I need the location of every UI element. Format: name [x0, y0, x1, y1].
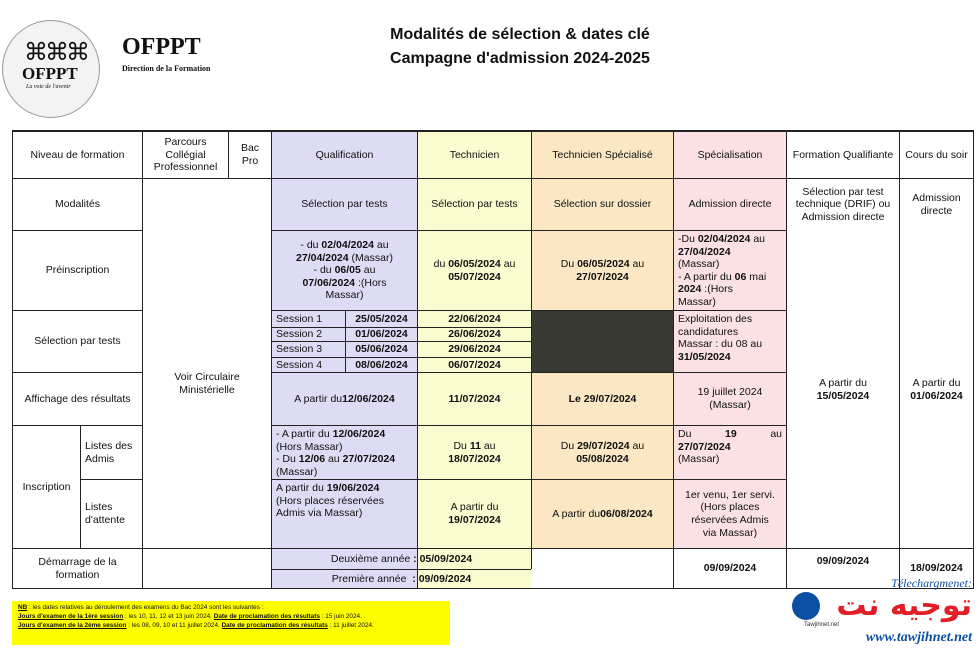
affichage-qualification: A partir du 12/06/2024	[294, 392, 395, 405]
brand-subtitle: Direction de la Formation	[122, 64, 211, 73]
header-bacpro: Bac Pro	[240, 142, 260, 167]
preinscription-technicien: du 06/05/2024 au 05/07/2024	[433, 257, 516, 283]
row-label-inscription: Inscription	[22, 480, 71, 493]
bac-exam-note: NB : les dates relatives au déroulement des examens du Bac 2024 sont les suivantes : Jours d'examen de la 1ère session : les 10, 11, 12 et 13 juin 2024. Date de proclamation des résultats : 15 juin 2024. Jours d'examen de la 2ème session : les 08, 09, 10 et 11 juillet 2024. Date de proclamation des résultats : 11 juillet 2024.	[12, 601, 450, 645]
header-technicien: Technicien	[449, 148, 500, 161]
session-dark-block	[532, 311, 673, 372]
watermark-arabic: توجيه نت	[836, 588, 972, 623]
header-qualification: Qualification	[315, 148, 374, 161]
affichage-technicien: 11/07/2024	[448, 392, 501, 405]
selection-specialisation: Exploitation des candidatures Massar : du 08 au 31/05/2024	[678, 313, 763, 363]
session-4-label: Session 4	[276, 358, 323, 371]
modalites-cours-soir: Admission directe	[912, 191, 961, 217]
header-formation-qualifiante: Formation Qualifiante	[792, 148, 894, 161]
session-2-qualification: 01/06/2024	[355, 328, 408, 341]
session-2-technicien: 26/06/2024	[448, 328, 501, 341]
preinscription-specialise: Du 06/05/2024 au 27/07/2024	[560, 257, 645, 283]
watermark-globe-icon	[792, 592, 820, 620]
demarrage-premiere-annee: Première année : 09/09/2024	[331, 572, 472, 585]
modalites-formation-qualifiante: Sélection par test technique (DRIF) ou Admission directe	[795, 185, 891, 223]
row-label-affichage: Affichage des résultats	[24, 392, 131, 405]
ofppt-knot-icon: ⌘⌘⌘	[24, 38, 87, 66]
page-title: Modalités de sélection & dates clé	[390, 26, 650, 43]
header-cours-soir: Cours du soir	[905, 148, 968, 161]
session-3-technicien: 29/06/2024	[448, 343, 501, 356]
demarrage-cours-soir: 18/09/2024	[910, 562, 963, 575]
watermark-url: www.tawjihnet.net	[865, 630, 972, 645]
logo-tagline: La voie de l'avenir	[26, 84, 71, 90]
session-1-technicien: 22/06/2024	[448, 312, 501, 325]
admis-technicien: Du 11 au 18/07/2024	[448, 439, 501, 465]
modalites-technicien: Sélection par tests	[431, 198, 518, 211]
admis-qualification: - A partir du 12/06/2024 (Hors Massar) - Du 12/06 au 27/07/2024 (Massar)	[276, 428, 396, 478]
modalites-specialise: Sélection sur dossier	[553, 198, 652, 211]
session-4-technicien: 06/07/2024	[448, 358, 501, 371]
row-label-listes-attente: Listes d'attente	[85, 501, 125, 526]
affichage-specialise: Le 29/07/2024	[568, 392, 637, 405]
header-niveau: Niveau de formation	[30, 148, 125, 161]
row-label-modalites: Modalités	[55, 198, 100, 211]
page-subtitle: Campagne d'admission 2024-2025	[390, 50, 650, 67]
attente-specialisation: 1er venu, 1er servi. (Hors places réservées Admis via Massar)	[685, 488, 775, 539]
modalites-specialisation: Admission directe	[688, 198, 772, 211]
demarrage-specialisation: 09/09/2024	[703, 562, 757, 575]
session-1-label: Session 1	[276, 312, 323, 325]
session-3-label: Session 3	[276, 343, 323, 356]
demarrage-deuxieme-annee: Deuxième année : 05/09/2024	[330, 552, 473, 565]
session-3-qualification: 05/06/2024	[355, 343, 408, 356]
watermark-telechargement: Télechargmenet:	[891, 576, 972, 590]
preinscription-specialisation: -Du 02/04/2024 au 27/04/2024 (Massar) - A partir du 06 mai 2024 :(Hors Massar)	[678, 233, 767, 308]
attente-qualification: A partir du 19/06/2024 (Hors places réservées Admis via Massar)	[276, 482, 384, 520]
row-label-listes-admis: Listes des Admis	[85, 439, 133, 465]
brand-name: OFPPT	[122, 34, 201, 60]
watermark-small: Tawjihnet.net	[804, 622, 840, 628]
session-2-label: Session 2	[276, 328, 323, 341]
header-specialise: Technicien Spécialisé	[552, 148, 653, 161]
affichage-specialisation: 19 juillet 2024 (Massar)	[697, 386, 763, 411]
admis-specialisation: Du 19 au 27/07/2024 (Massar)	[678, 428, 782, 466]
logo-short: OFPPT	[22, 64, 78, 83]
admis-specialise: Du 29/07/2024 au 05/08/2024	[560, 439, 645, 465]
attente-technicien: A partir du 19/07/2024	[448, 501, 501, 526]
affichage-formation-qualifiante: A partir du 15/05/2024	[816, 376, 870, 402]
demarrage-formation-qualifiante: 09/09/2024	[816, 555, 870, 568]
affichage-cours-soir: A partir du 01/06/2024	[910, 376, 963, 402]
voir-circulaire: Voir Circulaire Ministérielle	[174, 370, 240, 396]
session-4-qualification: 08/06/2024	[355, 358, 408, 371]
row-label-demarrage: Démarrage de la formation	[38, 555, 117, 581]
header-parcours: Parcours Collégial Professionnel	[153, 136, 218, 174]
attente-specialise: A partir du 06/08/2024	[552, 507, 653, 520]
modalites-qualification: Sélection par tests	[301, 198, 388, 211]
row-label-selection: Sélection par tests	[34, 335, 121, 348]
session-1-qualification: 25/05/2024	[355, 312, 408, 325]
row-label-preinscription: Préinscription	[45, 264, 110, 277]
header-specialisation: Spécialisation	[697, 148, 763, 161]
preinscription-qualification: - du 02/04/2024 au 27/04/2024 (Massar) - du 06/05 au 07/06/2024 :(Hors Massar)	[296, 239, 393, 302]
